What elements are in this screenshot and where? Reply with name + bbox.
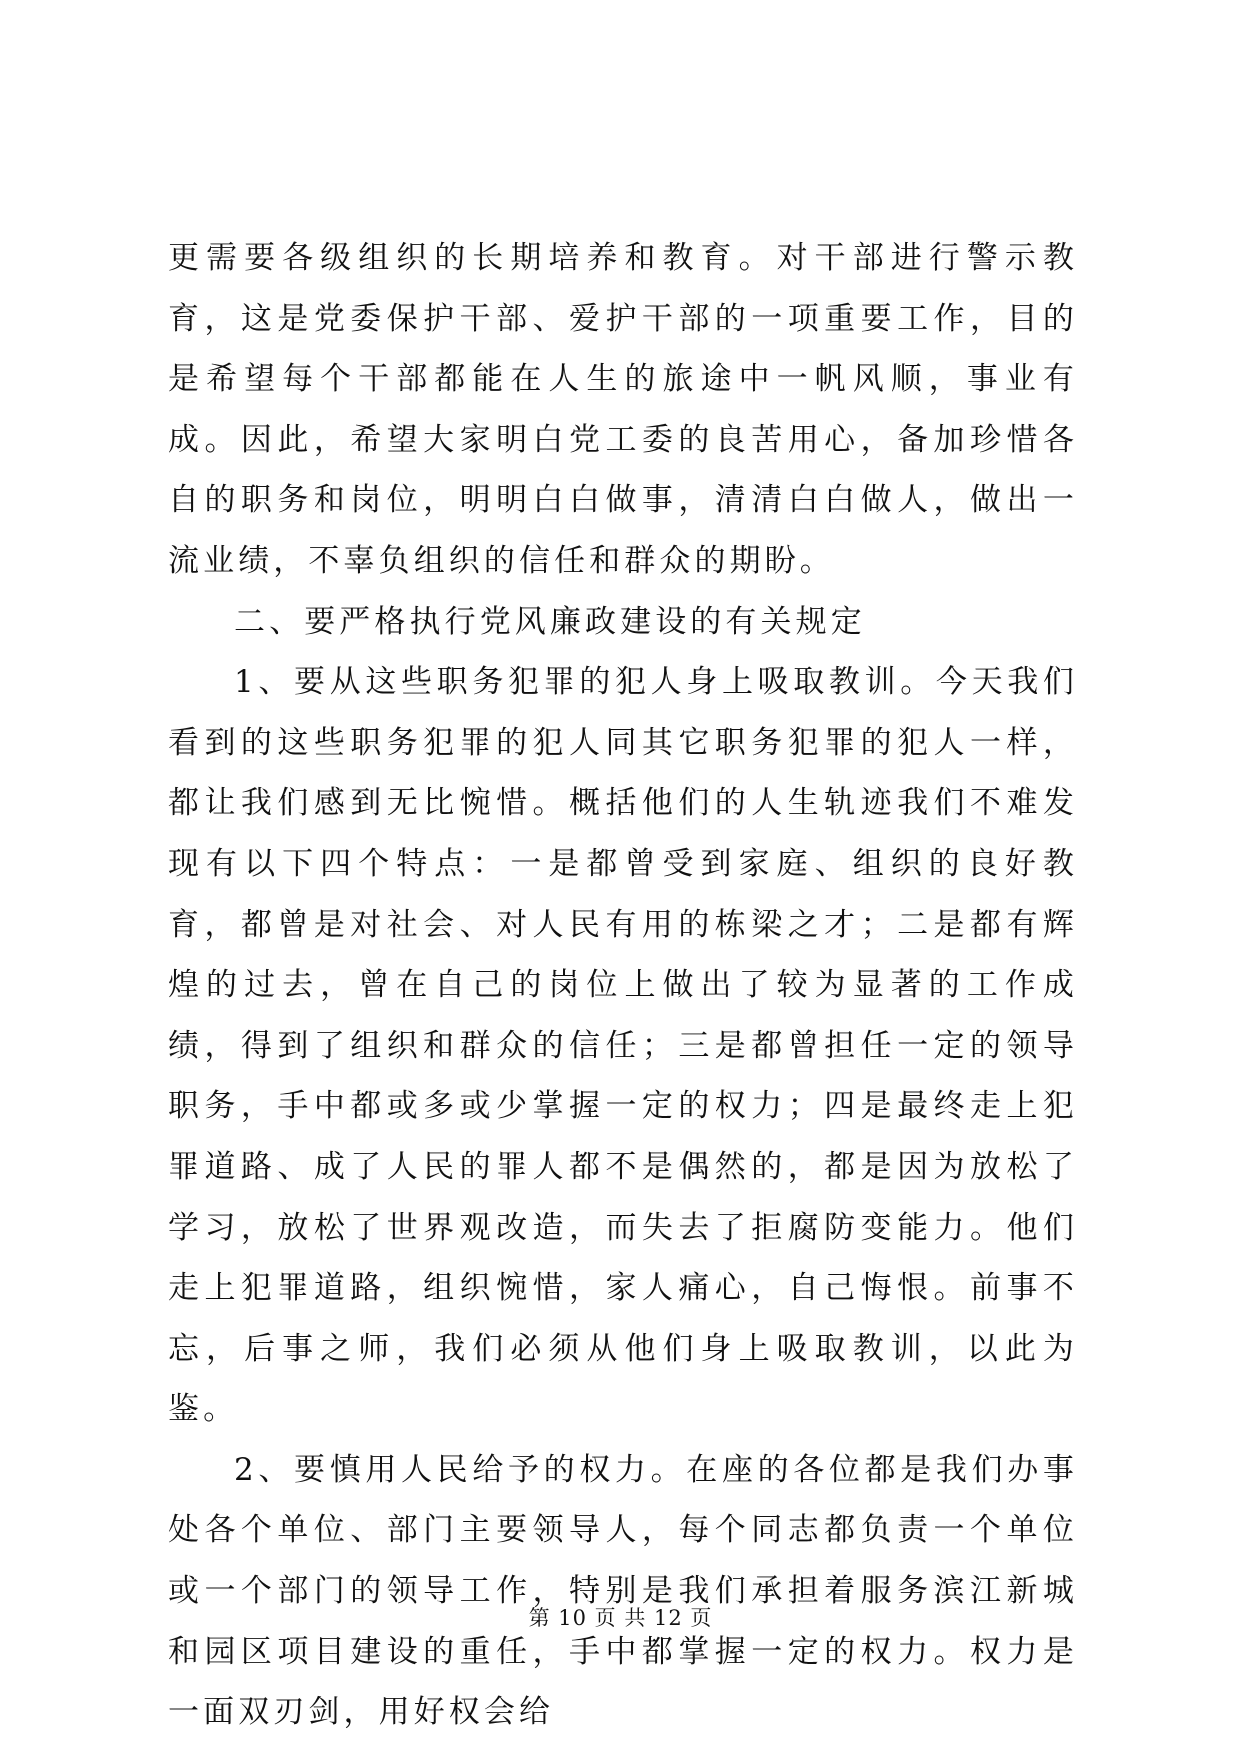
body-paragraph: 1、要从这些职务犯罪的犯人身上吸取教训。今天我们看到的这些职务犯罪的犯人同其它职务犯罪的犯人一样，都让我们感到无比惋惜。概括他们的人生轨迹我们不难发现有以下四个特点：一是都曾受到家庭、组织的良好教育，都曾是对社会、对人民有用的栋梁之才；二是都有辉煌的过去，曾在自己的岗位上做出了较为显著的工作成绩，得到了组织和群众的信任；三是都曾担任一定的领导职务，手中都或多或少掌握一定的权力；四是最终走上犯罪道路、成了人民的罪人都不是偶然的，都是因为放松了学习，放松了世界观改造，而失去了拒腐防变能力。他们走上犯罪道路，组织惋惜，家人痛心，自己悔恨。前事不忘，后事之师，我们必须从他们身上吸取教训，以此为鉴。 <box>168 664 1078 1428</box>
page-footer: 第 10 页 共 12 页 <box>528 1606 713 1630</box>
body-paragraph: 更需要各级组织的长期培养和教育。对干部进行警示教育，这是党委保护干部、爱护干部的一项重要工作，目的是希望每个干部都能在人生的旅途中一帆风顺，事业有成。因此，希望大家明白党工委的良苦用心，备加珍惜各自的职务和岗位，明明白白做事，清清白白做人，做出一流业绩，不辜负组织的信任和群众的期盼。 <box>168 240 1078 579</box>
document-body <box>168 228 1078 1743</box>
body-paragraph: 2、要慎用人民给予的权力。在座的各位都是我们办事处各个单位、部门主要领导人，每个同志都负责一个单位或一个部门的领导工作，特别是我们承担着服务滨江新城和园区项目建设的重任，手中都掌握一定的权力。权力是一面双刃剑，用好权会给 <box>168 1451 1078 1731</box>
section-heading: 二、要严格执行党风廉政建设的有关规定 <box>234 603 866 640</box>
